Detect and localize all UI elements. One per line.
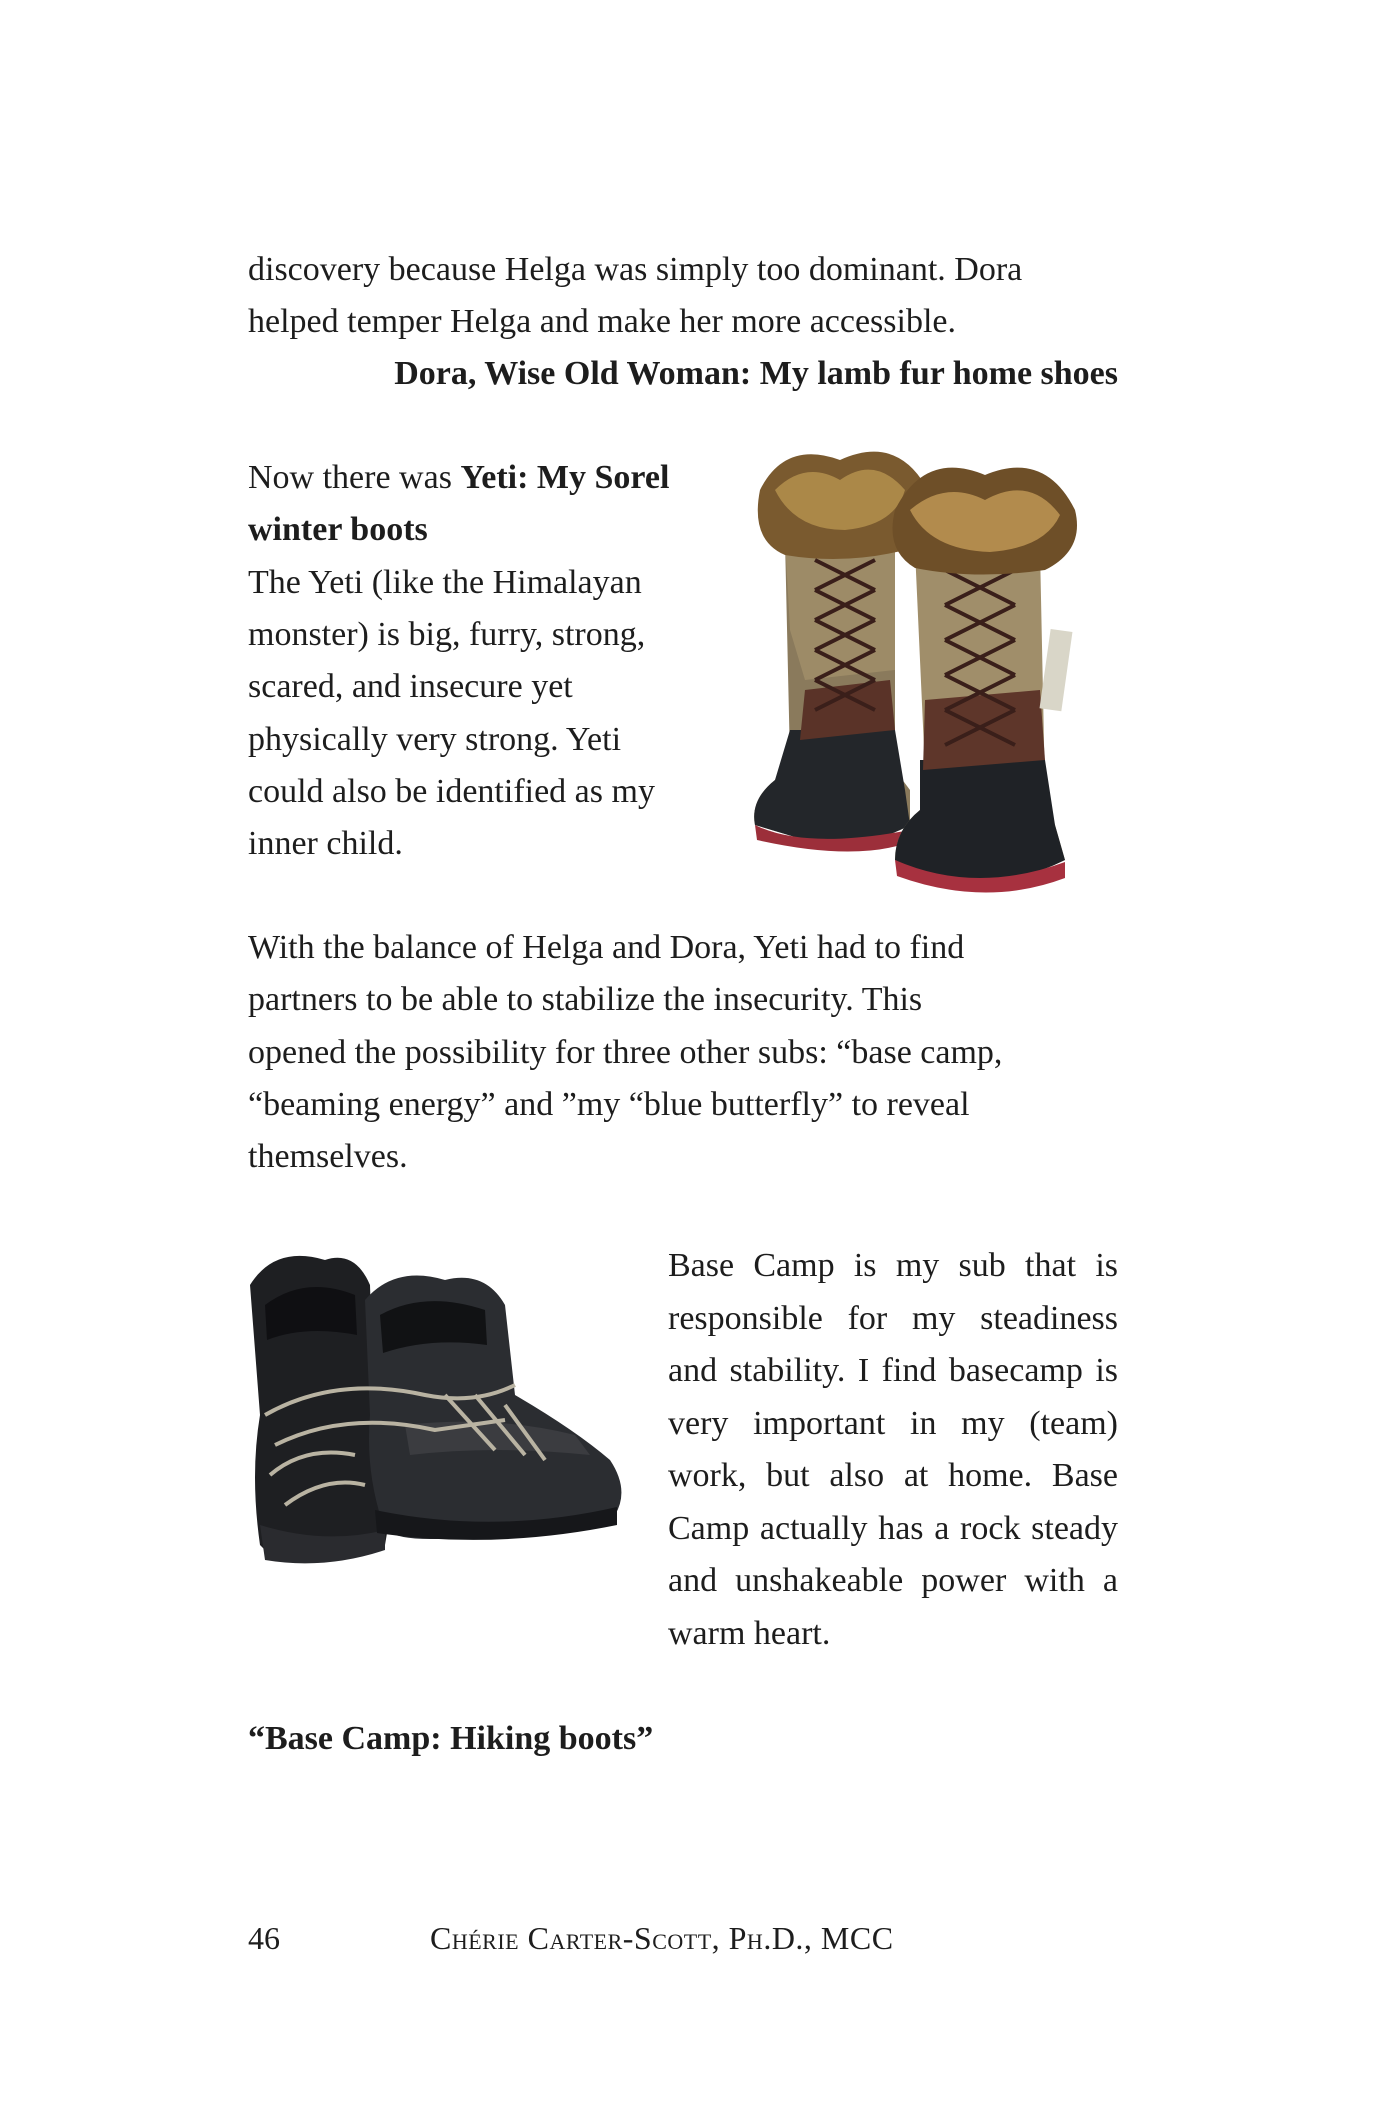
sorel-boots-image	[745, 430, 1085, 910]
paragraph-line: themselves.	[248, 1138, 408, 1175]
basecamp-paragraph: Base Camp is my sub that is responsible for my steadiness and stability. I find basecamp is very important in my (team) work, but also at home. Base Camp actually has a rock steady and unshakeable power with a warm heart.	[668, 1247, 1118, 1652]
sorel-boots-illustration	[745, 430, 1085, 910]
yeti-line: inner child.	[248, 825, 403, 862]
yeti-line: physically very strong. Yeti	[248, 721, 622, 758]
paragraph-line: With the balance of Helga and Dora, Yeti had to find	[248, 929, 965, 966]
yeti-line: could also be identified as my	[248, 773, 655, 810]
right-boot	[893, 468, 1078, 893]
paragraph-line: helped temper Helga and make her more accessible.	[248, 303, 957, 340]
yeti-line: The Yeti (like the Himalayan	[248, 564, 642, 601]
dora-caption: Dora, Wise Old Woman: My lamb fur home shoes	[394, 355, 1118, 392]
hiking-boots-illustration	[245, 1245, 630, 1600]
yeti-intro-line	[248, 452, 728, 505]
yeti-intro-bold: Yeti: My Sorel	[460, 459, 670, 496]
hiking-boots-image	[245, 1245, 630, 1600]
basecamp-caption: “Base Camp: Hiking boots”	[248, 1720, 654, 1757]
paragraph-line: opened the possibility for three other subs: “base camp,	[248, 1034, 1003, 1071]
yeti-intro-bold-line2: winter boots	[248, 511, 428, 548]
paragraph-line: discovery because Helga was simply too dominant. Dora	[248, 251, 1023, 288]
running-head: Chérie Carter-Scott, Ph.D., MCC	[430, 1920, 894, 1956]
yeti-intro-plain: Now there was	[248, 459, 461, 496]
paragraph-line: “beaming energy” and ”my “blue butterfly” to reveal	[248, 1086, 970, 1123]
yeti-line: monster) is big, furry, strong,	[248, 616, 646, 653]
page-number: 46	[248, 1920, 280, 1956]
yeti-line: scared, and insecure yet	[248, 668, 573, 705]
paragraph-line: partners to be able to stabilize the insecurity. This	[248, 981, 923, 1018]
